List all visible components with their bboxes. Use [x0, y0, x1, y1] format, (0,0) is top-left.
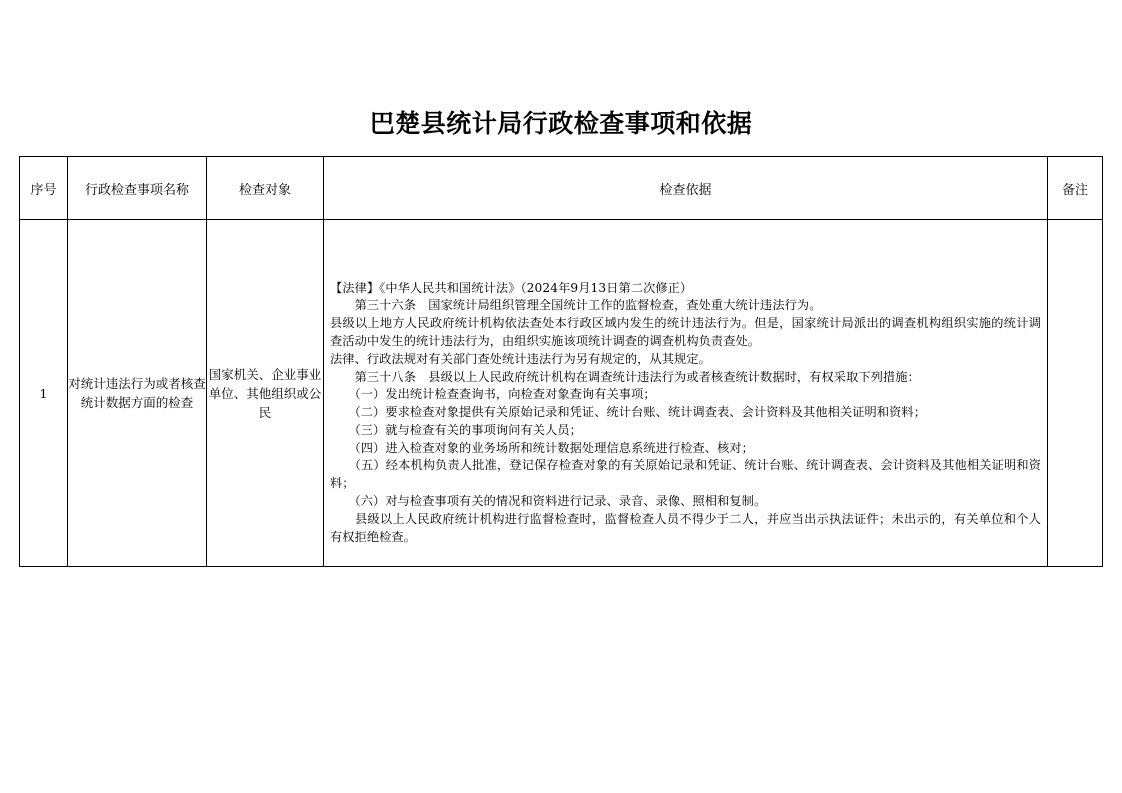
page-title: 巴楚县统计局行政检查事项和依据	[369, 109, 753, 138]
basis-line: 县级以上人民政府统计机构进行监督检查时，监督检查人员不得少于二人，并应当出示执法证件；未出示的，有关单位和个人有权拒绝检查。	[330, 511, 1041, 544]
basis-line: 第三十六条 国家统计局组织管理全国统计工作的监督检查，查处重大统计违法行为。	[330, 298, 822, 313]
basis-text	[324, 240, 1047, 547]
basis-line: 【法律】《中华人民共和国统计法》（2024年9月13日第二次修正）	[330, 280, 693, 295]
table-row	[20, 220, 1103, 567]
row-target-cell: 国家机关、企业事业单位、其他组织或公民	[207, 220, 324, 567]
inspection-table	[19, 156, 1103, 567]
basis-line: （六）对与检查事项有关的情况和资料进行记录、录音、录像、照相和复制。	[330, 494, 767, 509]
row-basis-cell	[324, 220, 1048, 567]
row-remarks-cell	[1048, 220, 1103, 567]
header-seq: 序号	[20, 157, 68, 220]
basis-line: 第三十八条 县级以上人民政府统计机构在调查统计违法行为或者核查统计数据时，有权采取下列措施：	[330, 369, 920, 384]
basis-line: 法律、行政法规对有关部门查处统计违法行为另有规定的，从其规定。	[330, 351, 711, 366]
basis-line: 县级以上地方人民政府统计机构依法查处本行政区域内发生的统计违法行为。但是，国家统计局派出的调查机构组织实施的统计调查活动中发生的统计违法行为，由组织实施该项统计调查的调查机构负责查处。	[330, 316, 1041, 348]
header-target: 检查对象	[207, 157, 324, 220]
basis-line: （三）就与检查有关的事项询问有关人员；	[330, 422, 582, 437]
row-item-name-cell: 对统计违法行为或者核查统计数据方面的检查	[68, 220, 207, 567]
header-remarks: 备注	[1048, 157, 1103, 220]
header-basis: 检查依据	[324, 157, 1048, 220]
basis-line: （五）经本机构负责人批准，登记保存检查对象的有关原始记录和凭证、统计台账、统计调查表、会计资料及其他相关证明和资料；	[330, 458, 1041, 491]
header-item-name: 行政检查事项名称	[68, 157, 207, 220]
basis-line: （二）要求检查对象提供有关原始记录和凭证、统计台账、统计调查表、会计资料及其他相关证明和资料；	[330, 405, 926, 420]
basis-line: （一）发出统计检查查询书，向检查对象查询有关事项；	[330, 387, 656, 402]
table-header-row	[20, 157, 1103, 220]
basis-line: （四）进入检查对象的业务场所和统计数据处理信息系统进行检查、核对；	[330, 440, 754, 455]
row-seq-cell: 1	[20, 220, 68, 567]
